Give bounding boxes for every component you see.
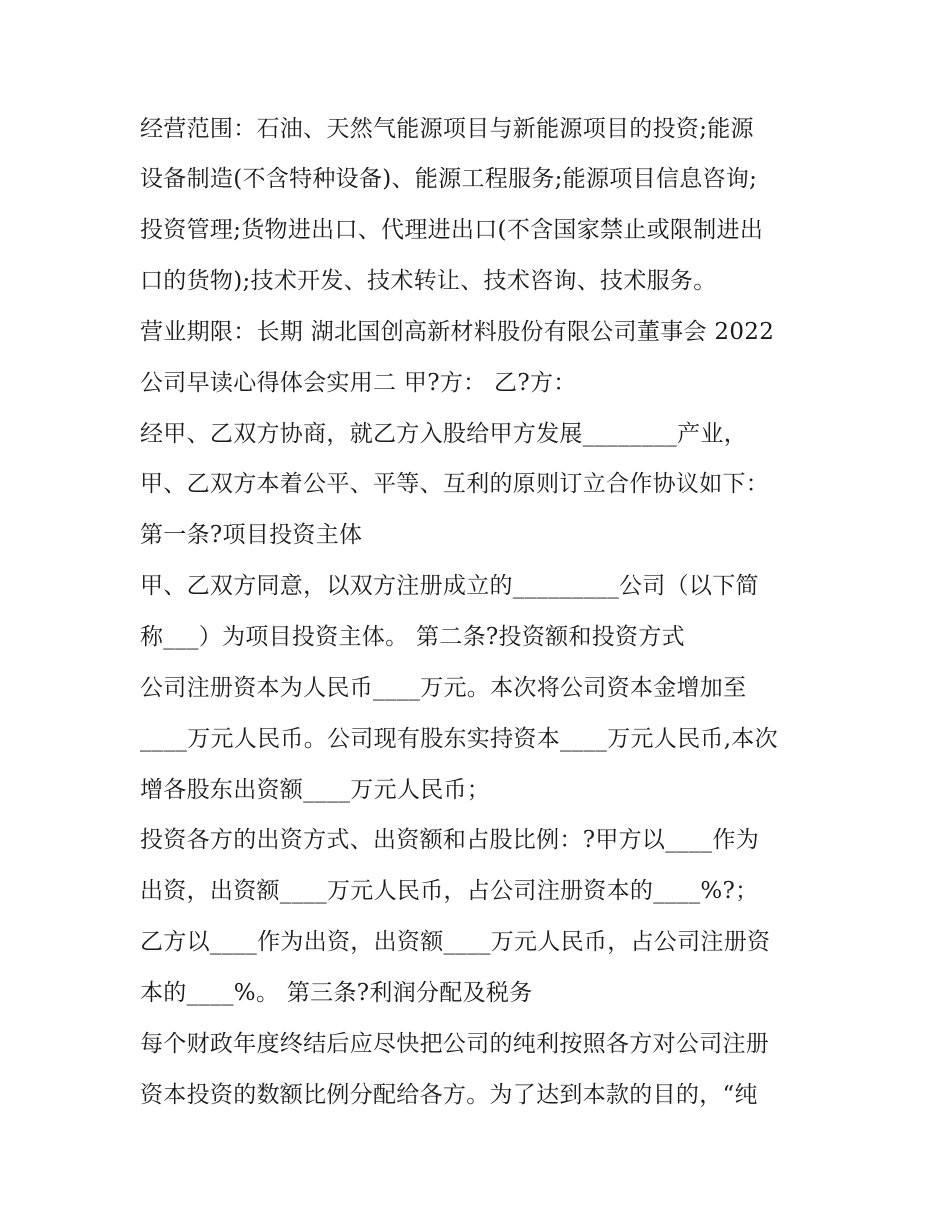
text-line: 甲、乙双方本着公平、平等、互利的原则订立合作协议如下：: [140, 471, 770, 497]
text-line: 本的____%。 第三条?利润分配及税务: [140, 980, 533, 1006]
text-line: 公司早读心得体会实用二 甲?方： 乙?方：: [140, 370, 577, 396]
text-line: 乙方以____作为出资，出资额____万元人民币，占公司注册资: [140, 929, 771, 955]
text-line: 每个财政年度终结后应尽快把公司的纯利按照各方对公司注册: [140, 1031, 770, 1057]
text-line: 第一条?项目投资主体: [140, 522, 363, 548]
text-line: 经甲、乙双方协商，就乙方入股给甲方发展________产业，: [140, 421, 747, 447]
text-line: 出资，出资额____万元人民币，占公司注册资本的____%?；: [140, 878, 759, 904]
text-line: 称___）为项目投资主体。 第二条?投资额和投资方式: [140, 624, 685, 650]
text-line: 设备制造(不含特种设备)、能源工程服务;能源项目信息咨询;: [140, 166, 758, 192]
text-line: 甲、乙双方同意，以双方注册成立的_________公司（以下简: [140, 573, 759, 599]
text-line: 投资各方的出资方式、出资额和占股比例：?甲方以____作为: [140, 827, 760, 853]
text-line: 公司注册资本为人民币____万元。本次将公司资本金增加至: [140, 675, 747, 701]
text-line: ____万元人民币。公司现有股东实持资本____万元人民币,本次: [140, 726, 778, 752]
text-line: 营业期限：长期 湖北国创高新材料股份有限公司董事会 2022: [140, 319, 775, 345]
text-line: 经营范围：石油、天然气能源项目与新能源项目的投资;能源: [140, 116, 754, 142]
text-line: 资本投资的数额比例分配给各方。为了达到本款的目的，“纯: [140, 1082, 758, 1108]
text-line: 口的货物);技术开发、技术转让、技术咨询、技术服务。: [140, 268, 717, 294]
text-line: 增各股东出资额____万元人民币；: [140, 777, 491, 803]
text-line: 投资管理;货物进出口、代理进出口(不含国家禁止或限制进出: [140, 217, 764, 243]
